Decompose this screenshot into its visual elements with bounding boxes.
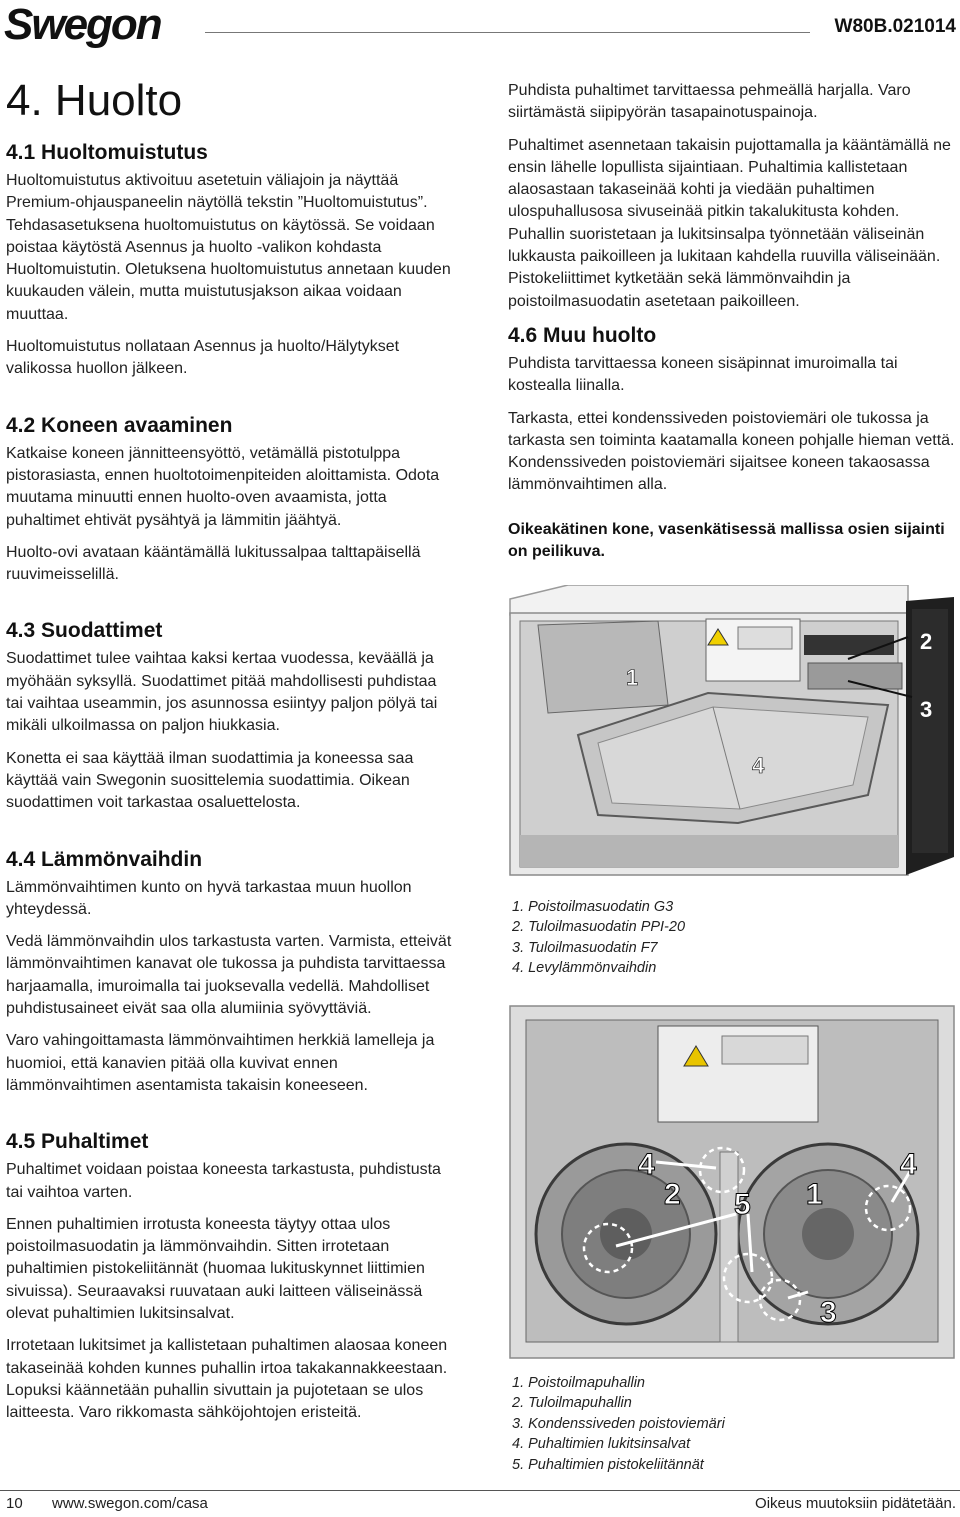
page-title: 4. Huolto — [6, 76, 183, 125]
callout-1: 1 — [806, 1178, 823, 1211]
document-id: W80B.021014 — [834, 16, 956, 37]
footer-rule — [0, 1490, 960, 1491]
paragraph: Puhaltimet asennetaan takaisin pujottamalla ja kääntämällä ne ensin lähelle lopullista sijaintiaan. Puhaltimia kallistetaan alaosastaan takaseinää kohti ja viedään puhaltimen ulospuhallusosa sivuseinää pitkin takalukitusta kohden. Puhallin suoristetaan ja lukitsinsalpa työnnetään väliseinän lukkausta paikoilleen ja lukitaan kahdella ruuvilla väliseinään. Pistokeliittimet kytketään sekä lämmönvaihdin ja poistoilmasuodatin asetetaan paikoilleen. — [508, 136, 951, 310]
paragraph: Vedä lämmönvaihdin ulos tarkastusta varten. Varmista, etteivät lämmönvaihtimen kanavat ole tukossa ja puhdista tarvittaessa harjaamalla, imuroimalla tai juoksevalla vedellä. Mahdolliset puhdistusaineet eivät saa olla alumiinia syövyttäviä. — [6, 933, 452, 1018]
paragraph: Puhdista puhaltimet tarvittaessa pehmeällä harjalla. Varo siirtämästä siipipyörän tasapainotuspainoja. — [508, 82, 911, 122]
caption-item: 5. Puhaltimien pistokeliitännät — [512, 1456, 704, 1473]
callout-2: 2 — [920, 629, 933, 654]
unit-filters-photo — [508, 585, 958, 885]
paragraph: Varo vahingoittamasta lämmönvaihtimen herkkiä lamelleja ja huomioi, että kanavien pitää olla kuvivat ennen lämmönvaihtimen asentamista takaisin koneeseen. — [6, 1032, 435, 1094]
mirror-note: Oikeakätinen kone, vasenkätisessä mallissa osien sijainti on peilikuva. — [508, 520, 945, 561]
right-column — [508, 80, 958, 573]
caption-item: 1. Poistoilmasuodatin G3 — [512, 899, 674, 915]
callout-5: 5 — [734, 1188, 751, 1221]
paragraph: Ennen puhaltimien irrotusta koneesta täytyy ottaa ulos poistoilmasuodatin ja lämmönvaihdin. Sitten irrotetaan puhaltimien pistokeliitännät (huomaa lukituskynnet liittimien sivuissa). Seuraavaksi ruuvataan auki laitteen väliseinässä olevat puhaltimien lukitsinsalvat. — [6, 1215, 425, 1322]
figure1-caption — [512, 897, 685, 979]
callout-3: 3 — [920, 697, 933, 722]
paragraph: Huolto-ovi avataan kääntämällä lukitussalpaa talttapäisellä ruuvimeisselillä. — [6, 543, 421, 584]
section-title-4-3: 4.3 Suodattimet — [6, 619, 163, 643]
section-title-4-4: 4.4 Lämmönvaihdin — [6, 847, 203, 871]
callout-4: 4 — [752, 753, 765, 778]
section-title-4-1: 4.1 Huoltomuistutus — [6, 141, 208, 164]
caption-item: 1. Poistoilmapuhallin — [512, 1375, 645, 1391]
paragraph: Lämmönvaihtimen kunto on hyvä tarkastaa muun huollon yhteydessä. — [6, 878, 412, 918]
caption-item: 4. Levylämmönvaihdin — [512, 960, 657, 977]
callout-4-left: 4 — [638, 1148, 655, 1181]
caption-item: 3. Kondenssiveden poistoviemäri — [512, 1415, 725, 1432]
swegon-logo: Swegon — [4, 0, 161, 49]
figure2-caption — [512, 1373, 725, 1475]
paragraph: Tarkasta, ettei kondenssiveden poistoviemäri ole tukossa ja tarkasta sen toiminta kaatamalla koneen pohjalle hieman vettä. Kondenssiveden poistoviemäri sijaitsee koneen takaosassa lämmönvaihtimen alla. — [508, 409, 955, 494]
header-rule — [205, 32, 810, 33]
unit-filters-illustration — [508, 585, 958, 885]
paragraph: Puhaltimet voidaan poistaa koneesta tarkastusta, puhdistusta tai vaihtoa varten. — [6, 1161, 441, 1201]
callout-1: 1 — [626, 665, 639, 690]
section-title-4-5: 4.5 Puhaltimet — [6, 1130, 149, 1154]
section-title-4-2: 4.2 Koneen avaaminen — [6, 413, 233, 437]
paragraph: Huoltomuistutus nollataan Asennus ja huolto/Hälytykset valikossa huollon jälkeen. — [6, 338, 400, 378]
paragraph: Irrotetaan lukitsimet ja kallistetaan puhaltimen alaosaa koneen takaseinää kohden kunnes puhallin irtoa takakannakkeestaan. Lopuksi käännetään puhallin sivuttain ja pujotetaan se ulos laitteesta. Varo rikkomasta sähköjohtojen eristeitä. — [6, 1337, 448, 1422]
paragraph: Konetta ei saa käyttää ilman suodattimia ja koneessa saa käyttää vain Swegonin suosittelemia suodattimia. Oikean suodattimen voit tarkastaa osaluettelosta. — [6, 749, 414, 812]
footer-rights: Oikeus muutoksiin pidätetään. — [755, 1495, 956, 1512]
caption-item: 3. Tuloilmasuodatin F7 — [512, 939, 658, 956]
unit-fans-illustration — [508, 1002, 958, 1362]
paragraph: Suodattimet tulee vaihtaa kaksi kertaa vuodessa, keväällä ja myöhään syksyllä. Suodattimet pitää mahdollisesti puhdistaa tai vaihtaa useammin, jos asunnossa esiintyy paljon pölyä tai mikäli ulkoilmassa on paljon hiukkasia. — [6, 650, 438, 735]
paragraph: Katkaise koneen jännitteensyöttö, vetämällä pistotulppa pistorasiasta, ennen huoltotoimenpiteiden aloittamista. Odota muutama minuutti ennen huolto-oven avaamista, jotta puhaltimet ehtivät pysähtyä ja lämmitin jäähtyä. — [6, 444, 440, 529]
section-title-4-6: 4.6 Muu huolto — [508, 323, 657, 347]
callout-3: 3 — [820, 1296, 837, 1329]
paragraph: Huoltomuistutus aktivoituu asetetuin väliajoin ja näyttää Premium-ohjauspaneelin näytöllä tekstin ”Huoltomuistutus”. Tehdasasetuksena huoltomuistutus on käytössä. Se voidaan poistaa käytöstä Asennus ja huolto -valikon kohdasta Huoltomuistutin. Oletuksena huoltomuistutus annetaan kuuden kuukauden välein, mutta muistutusjakson aikaa voidaan muuttaa. — [6, 172, 451, 323]
caption-item: 4. Puhaltimien lukitsinsalvat — [512, 1436, 691, 1453]
left-column — [6, 140, 454, 1434]
footer-url[interactable]: www.swegon.com/casa — [52, 1495, 208, 1512]
page-number: 10 — [6, 1495, 23, 1512]
callout-2: 2 — [664, 1178, 681, 1211]
caption-item: 2. Tuloilmasuodatin PPI-20 — [512, 919, 686, 936]
unit-fans-photo — [508, 1002, 958, 1362]
callout-4-right: 4 — [900, 1148, 917, 1181]
paragraph: Puhdista tarvittaessa koneen sisäpinnat imuroimalla tai kostealla liinalla. — [508, 354, 898, 395]
caption-item: 2. Tuloilmapuhallin — [512, 1395, 632, 1412]
